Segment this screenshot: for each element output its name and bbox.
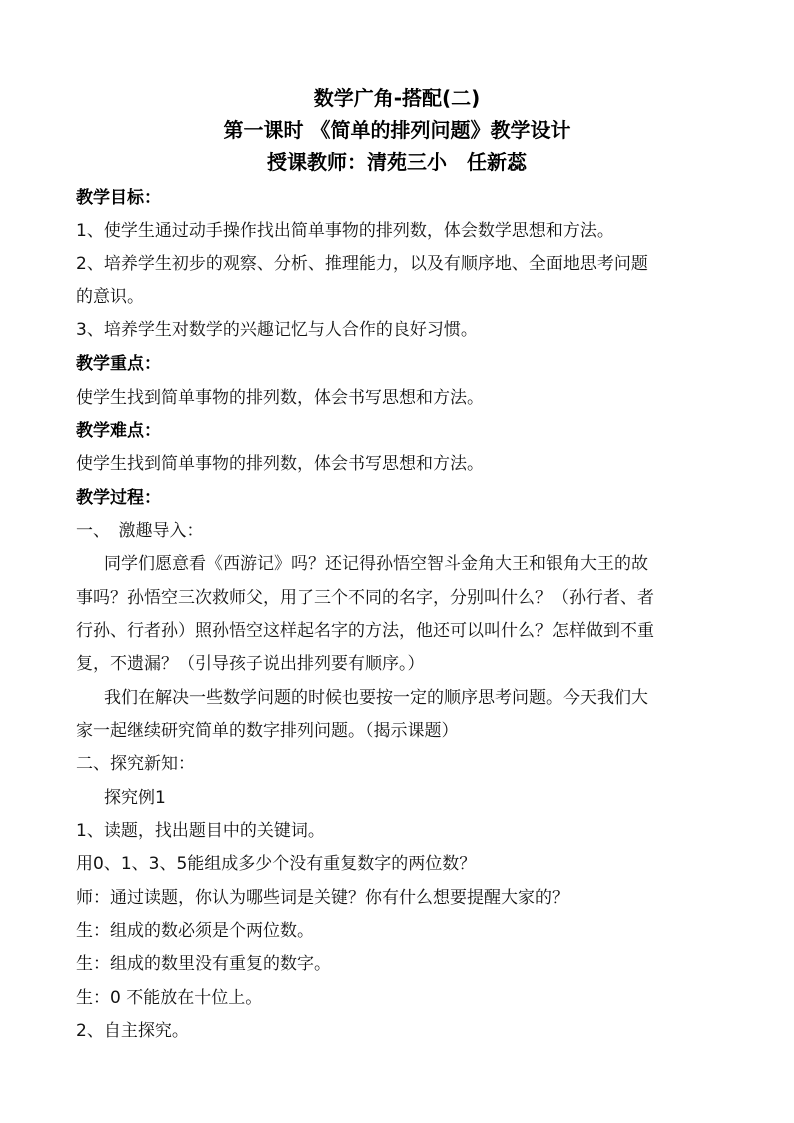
student-answer-2: 生：组成的数里没有重复的数字。 — [76, 954, 331, 974]
teacher-info: 授课教师：清苑三小 任新蕊 — [267, 150, 527, 174]
lesson-title: 第一课时 《简单的排列问题》教学设计 — [223, 118, 571, 142]
goal-1: 1、使学生通过动手操作找出简单事物的排列数，体会数学思想和方法。 — [76, 221, 614, 241]
sub-step-1: 1、读题，找出题目中的关键词。 — [76, 821, 325, 841]
goal-3: 3、培养学生对数学的兴趣记忆与人合作的良好习惯。 — [76, 320, 478, 340]
intro-paragraph-2-line-1: 我们在解决一些数学问题的时候也要按一定的顺序思考问题。今天我们大 — [104, 688, 648, 708]
intro-paragraph-1-line-2: 事吗？孙悟空三次救师父，用了三个不同的名字，分别叫什么？（孙行者、者 — [76, 588, 654, 608]
difficulty-text: 使学生找到简单事物的排列数，体会书写思想和方法。 — [76, 454, 484, 474]
sub-step-2: 2、自主探究。 — [76, 1021, 189, 1041]
intro-paragraph-1-line-1: 同学们愿意看《西游记》吗？还记得孙悟空智斗金角大王和银角大王的故 — [104, 554, 648, 574]
student-answer-3: 生：0 不能放在十位上。 — [76, 988, 263, 1008]
process-heading: 教学过程： — [76, 488, 161, 508]
document-title: 数学广角-搭配(二) — [313, 86, 481, 110]
example-label: 探究例1 — [104, 788, 166, 808]
question-text: 用0、1、3、5能组成多少个没有重复数字的两位数？ — [76, 854, 477, 874]
difficulty-heading: 教学难点： — [76, 421, 161, 441]
intro-paragraph-1-line-3: 行孙、行者孙）照孙悟空这样起名字的方法，他还可以叫什么？怎样做到不重 — [76, 621, 654, 641]
teacher-line: 师：通过读题，你认为哪些词是关键？你有什么想要提醒大家的？ — [76, 888, 569, 908]
step-1-heading: 一、 激趣导入： — [76, 521, 204, 541]
intro-paragraph-1-line-4: 复，不遗漏？（引导孩子说出排列要有顺序。） — [76, 654, 425, 674]
goal-2-line-2: 的意识。 — [76, 287, 144, 307]
student-answer-1: 生：组成的数必须是个两位数。 — [76, 921, 314, 941]
step-2-heading: 二、探究新知： — [76, 754, 195, 774]
key-points-heading: 教学重点： — [76, 354, 161, 374]
goals-heading: 教学目标： — [76, 188, 161, 208]
goal-2-line-1: 2、培养学生初步的观察、分析、推理能力，以及有顺序地、全面地思考问题 — [76, 254, 648, 274]
intro-paragraph-2-line-2: 家一起继续研究简单的数字排列问题。（揭示课题） — [76, 721, 459, 741]
key-points-text: 使学生找到简单事物的排列数，体会书写思想和方法。 — [76, 388, 484, 408]
